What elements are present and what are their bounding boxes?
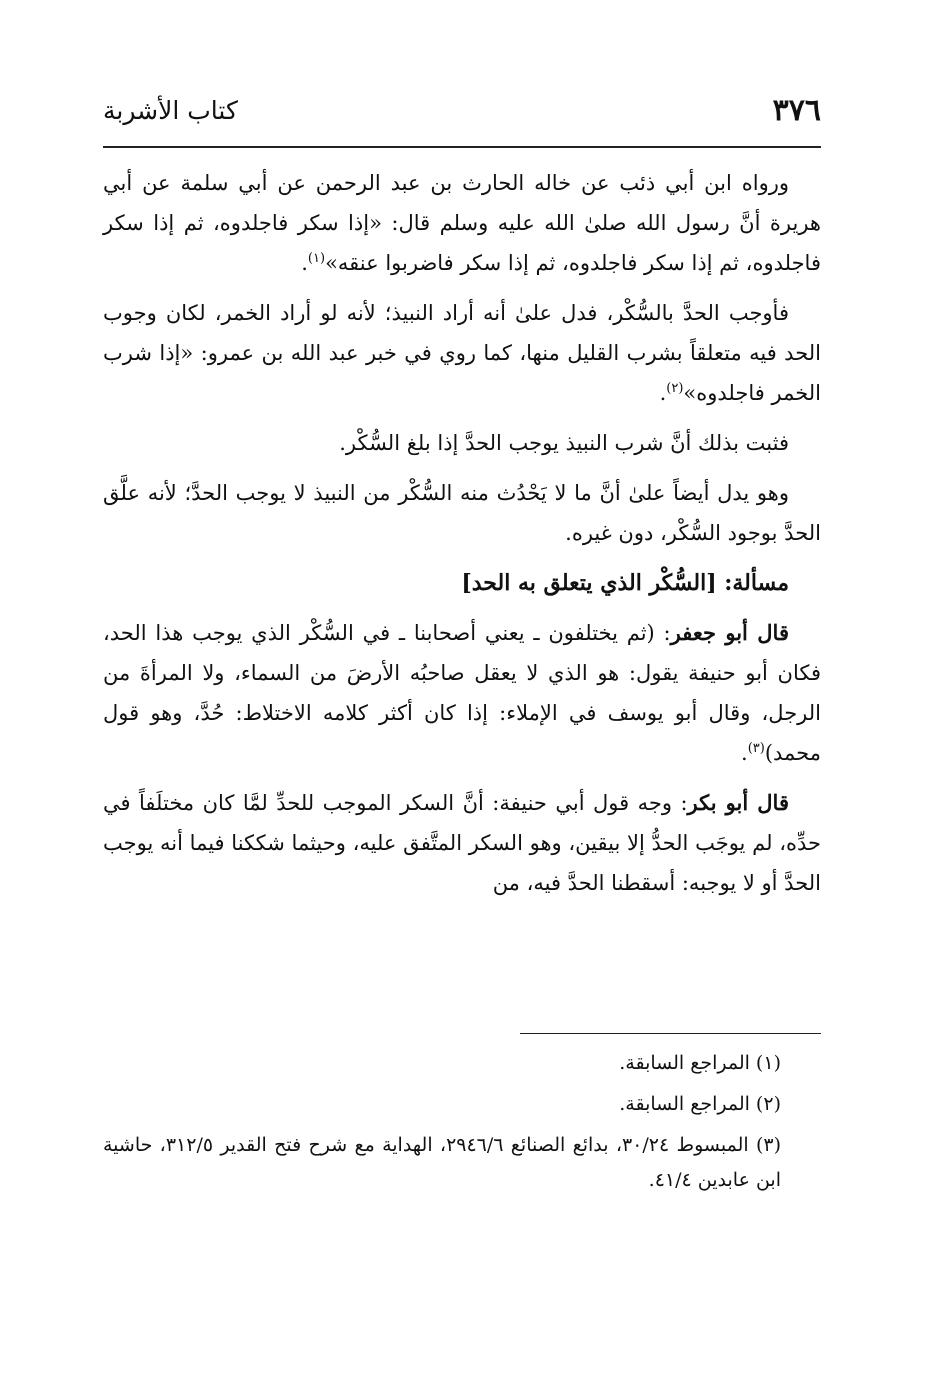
header-divider [103, 146, 821, 148]
paragraph-end: . [741, 741, 748, 765]
running-title: كتاب الأشربة [103, 95, 238, 125]
paragraph-text: ورواه ابن أبي ذئب عن خاله الحارث بن عبد الرحمن عن أبي سلمة عن أبي هريرة أنَّ رسول الله صلىٰ الله عليه وسلم قال: «إذا سكر فاجلدوه، ثم إذا سكر فاجلدوه، ثم إذا سكر فاجلدوه، ثم إذا سكر فاضربوا عنقه» [103, 171, 821, 275]
paragraph-end: . [301, 251, 308, 275]
footnote-ref: (٣) [747, 741, 765, 756]
paragraph-end: . [659, 381, 667, 405]
footnote-ref: (١) [307, 251, 326, 266]
page-number: ٣٧٦ [772, 92, 821, 128]
footnote-ref: (٢) [666, 381, 684, 396]
speaker-label: قال أبو بكر [687, 790, 789, 815]
speaker-label: قال أبو جعفر [670, 620, 789, 645]
page-header [103, 88, 821, 132]
paragraph: وهو يدل أيضاً علىٰ أنَّ ما لا يَحْدُث منه السُّكْر من النبيذ لا يوجب الحدَّ؛ لأنه علَّق الحدَّ بوجود السُّكْر، دون غيره. [103, 481, 821, 545]
paragraph [103, 163, 821, 283]
paragraph: فثبت بذلك أنَّ شرب النبيذ يوجب الحدَّ إذا بلغ السُّكْر. [339, 431, 789, 455]
footnote-divider [520, 1033, 821, 1034]
main-text [103, 163, 821, 913]
paragraph [103, 293, 821, 413]
paragraph [103, 613, 821, 773]
paragraph-text: : (ثم يختلفون ـ يعني أصحابنا ـ في السُّكْر الذي يوجب هذا الحد، فكان أبو حنيفة يقول: هو الذي لا يعقل صاحبُه الأرضَ من السماء، ولا المرأةَ من الرجل، وقال أبو يوسف في الإملاء: إذا كان أكثر كلامه الاختلاط: حُدَّ، وهو قول محمد) [103, 621, 821, 765]
footnote: (٢) المراجع السابقة. [619, 1093, 781, 1115]
paragraph-text: : وجه قول أبي حنيفة: أنَّ السكر الموجب للحدِّ لمَّا كان مختلَفاً في حدِّه، لم يوجَب الحدُّ إلا بيقين، وهو السكر المتَّفق عليه، وحيثما شككنا فيما أنه يوجب الحدَّ أو لا يوجبه: أسقطنا الحدَّ فيه، من [103, 791, 821, 895]
section-heading: مسألة: [السُّكْر الذي يتعلق به الحد] [461, 570, 789, 596]
footnote: (٣) المبسوط ٣٠/٢٤، بدائع الصنائع ٢٩٤٦/٦، الهداية مع شرح فتح القدير ٣١٢/٥، حاشية ابن عابدين ٤١/٤. [103, 1134, 781, 1191]
footnotes [103, 1046, 821, 1204]
paragraph [103, 783, 821, 903]
paragraph-text: فأوجب الحدَّ بالسُّكْر، فدل علىٰ أنه أراد النبيذ؛ لأنه لو أراد الخمر، لكان وجوب الحد فيه متعلقاً بشرب القليل منها، كما روي في خبر عبد الله بن عمرو: «إذا شرب الخمر فاجلدوه» [103, 301, 821, 405]
footnote: (١) المراجع السابقة. [619, 1052, 781, 1074]
